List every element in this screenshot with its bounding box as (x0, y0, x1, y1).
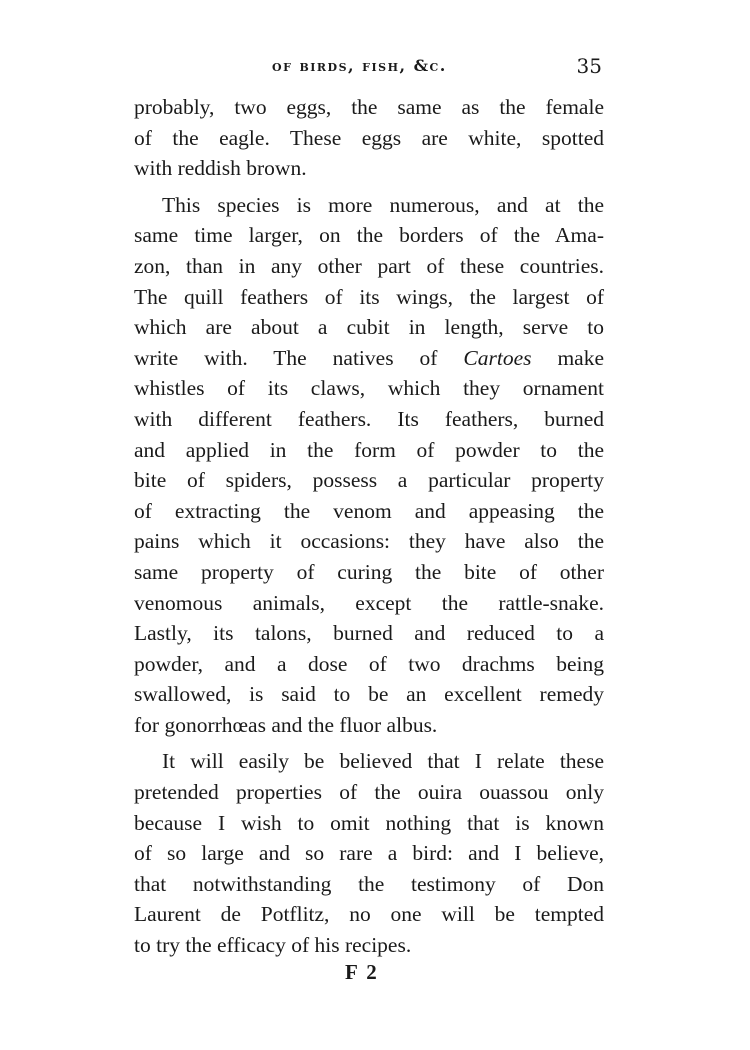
text-line: whistles of its claws, which they ornament (134, 376, 604, 401)
text-line: same property of curing the bite of other (134, 559, 604, 584)
text-line: It will easily be believed that I relate these (162, 749, 604, 774)
text-line: to try the efficacy of his recipes. (134, 933, 412, 958)
text-line: with reddish brown. (134, 156, 307, 181)
text-line: same time larger, on the borders of the Ama- (134, 223, 604, 248)
paragraph-3 (134, 746, 604, 960)
text-line: because I wish to omit nothing that is known (134, 810, 604, 835)
text-line: venomous animals, except the rattle-snake. (134, 590, 604, 615)
text-line: which are about a cubit in length, serve to (134, 315, 604, 340)
page-number: 35 (576, 54, 602, 78)
text-line: with different feathers. Its feathers, burned (134, 406, 604, 431)
text-segment: make (531, 345, 604, 370)
text-line: zon, than in any other part of these countries. (134, 253, 604, 278)
text-line: bite of spiders, possess a particular property (134, 468, 604, 493)
text-line-cartoes (134, 343, 604, 374)
text-segment: write with. The natives of (134, 345, 464, 370)
text-line: swallowed, is said to be an excellent remedy (134, 682, 604, 707)
body-text (134, 92, 604, 967)
paragraph-2 (134, 190, 604, 741)
signature-mark: F 2 (345, 960, 379, 984)
text-line: Laurent de Potflitz, no one will be tempted (134, 902, 604, 927)
paragraph-1 (134, 92, 604, 184)
text-line: that notwithstanding the testimony of Don (134, 871, 604, 896)
text-line: of extracting the venom and appeasing the (134, 498, 604, 523)
text-line: and applied in the form of powder to the (134, 437, 604, 462)
text-line: This species is more numerous, and at the (162, 192, 604, 217)
text-line: for gonorrhœas and the fluor albus. (134, 712, 438, 737)
text-line: pains which it occasions: they have also the (134, 529, 604, 554)
running-head (134, 54, 602, 82)
text-line: of the eagle. These eggs are white, spotted (134, 125, 604, 150)
text-line: The quill feathers of its wings, the largest of (134, 284, 604, 309)
text-line: probably, two eggs, the same as the female (134, 95, 604, 119)
text-line: of so large and so rare a bird: and I believe, (134, 841, 604, 866)
text-line: powder, and a dose of two drachms being (134, 651, 604, 676)
running-title: of birds, fish, &c. (272, 56, 447, 75)
text-line: pretended properties of the ouira ouassou only (134, 780, 604, 805)
place-name-cartoes: Cartoes (463, 345, 532, 370)
text-line: Lastly, its talons, burned and reduced to a (134, 621, 604, 646)
